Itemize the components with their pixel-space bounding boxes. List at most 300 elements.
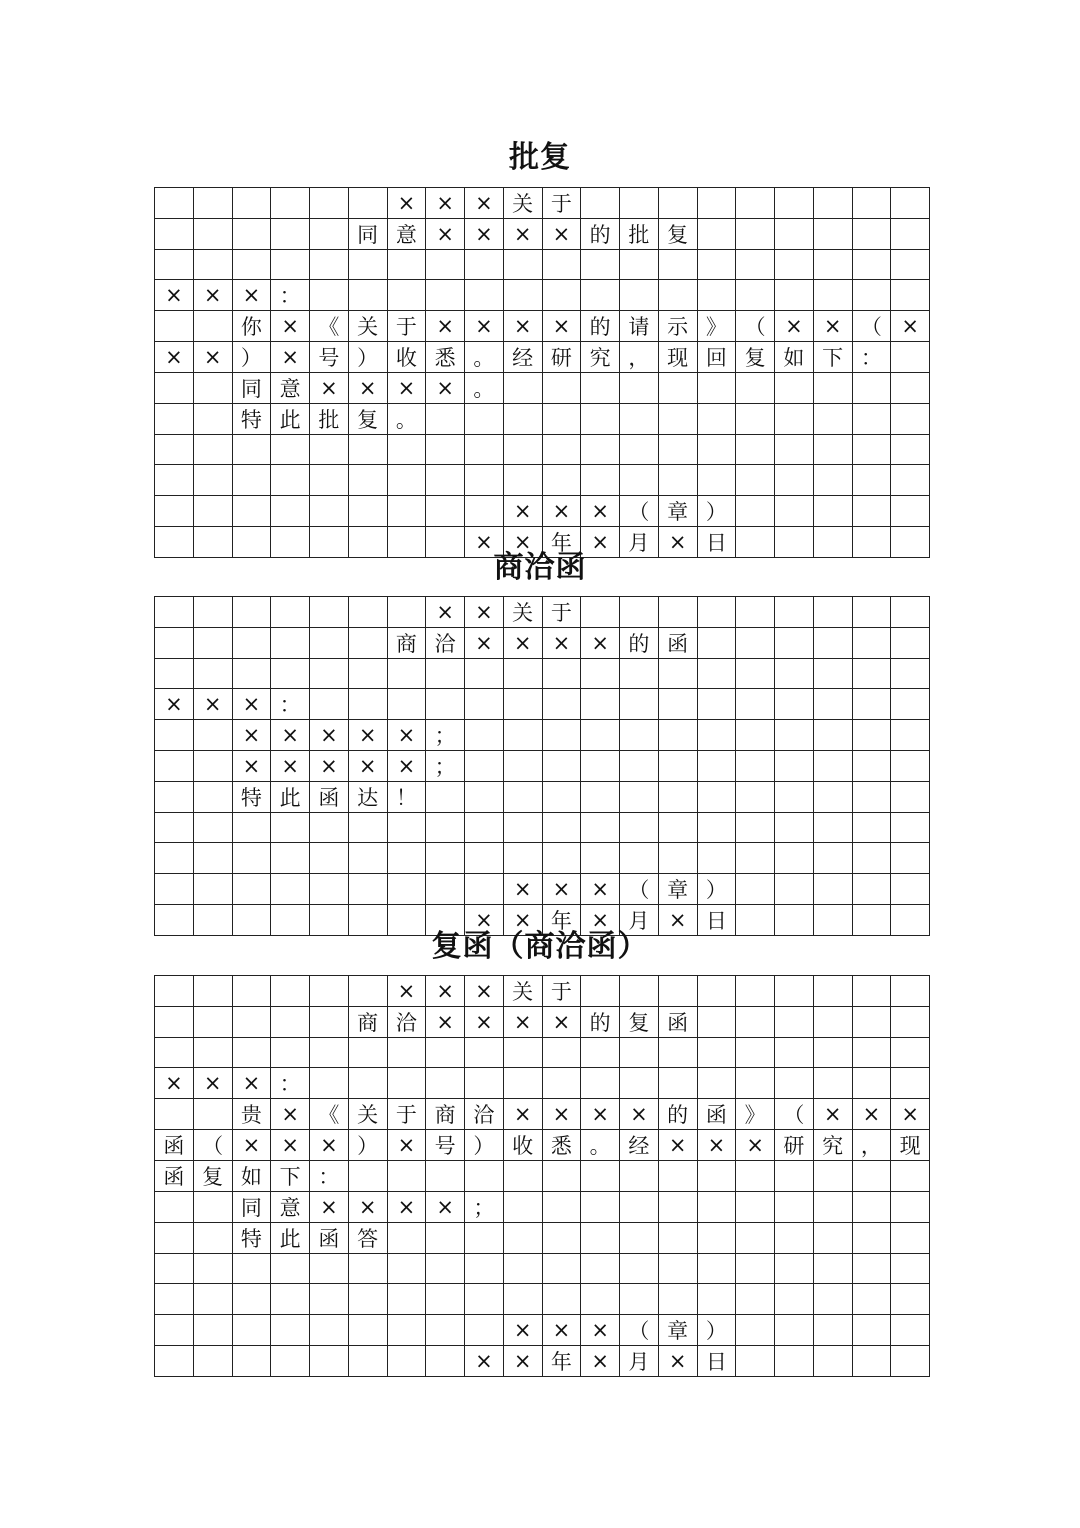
grid-cell: 批 [620,219,659,250]
grid-cell [658,976,697,1007]
grid-cell: × [581,904,620,935]
grid-cell [736,659,775,689]
grid-cell [620,1254,659,1284]
grid-cell: 复 [736,342,775,373]
grid-cell [736,250,775,280]
grid-cell [155,628,194,659]
grid-cell [736,465,775,495]
grid-cell: × [503,1099,542,1130]
grid-cell: 同 [232,373,271,404]
grid-cell [658,1223,697,1254]
grid-cell [193,311,232,342]
grid-row [155,465,930,495]
grid-cell [348,495,387,526]
grid-cell [736,1192,775,1223]
grid-cell: × [581,526,620,557]
grid-cell: 特 [232,404,271,435]
grid-cell: × [503,1007,542,1038]
grid-cell [620,188,659,219]
grid-cell: × [426,976,465,1007]
grid-cell [193,188,232,219]
grid-cell: 复 [193,1161,232,1192]
grid-cell [271,659,310,689]
grid-cell [503,659,542,689]
grid-cell: × [542,1007,581,1038]
grid-cell [852,751,891,782]
grid-cell [658,1192,697,1223]
grid-cell: × [348,373,387,404]
grid-cell [697,813,736,843]
grid-cell [658,404,697,435]
grid-cell [503,373,542,404]
grid-cell [775,659,814,689]
grid-cell: ： [852,342,891,373]
grid-cell [503,1254,542,1284]
grid-cell [155,219,194,250]
grid-cell [620,404,659,435]
grid-cell [465,435,504,465]
grid-cell: × [658,526,697,557]
grid-cell: × [426,597,465,628]
grid-cell [542,435,581,465]
grid-cell: （ [193,1130,232,1161]
grid-cell [232,435,271,465]
grid-cell: ！ [387,782,426,813]
grid-row [155,1254,930,1284]
grid-cell [620,813,659,843]
grid-cell [232,843,271,873]
grid-cell [155,435,194,465]
grid-cell [426,1345,465,1376]
grid-cell: × [581,628,620,659]
grid-cell [465,689,504,720]
grid-cell [736,751,775,782]
grid-cell [775,1038,814,1068]
grid-cell [348,628,387,659]
grid-cell: 年 [542,526,581,557]
grid-cell: × [503,904,542,935]
grid-cell [658,1068,697,1099]
grid-cell: × [465,1345,504,1376]
grid-cell: × [775,311,814,342]
grid-cell: 关 [348,1099,387,1130]
grid-cell: × [426,1192,465,1223]
grid-cell: 于 [542,976,581,1007]
grid-cell: 悉 [426,342,465,373]
grid-row [155,1345,930,1376]
grid-cell: × [387,976,426,1007]
grid-cell [387,1284,426,1314]
grid-cell [465,873,504,904]
grid-cell: × [348,1192,387,1223]
grid-cell [465,1223,504,1254]
grid-cell: 章 [658,1314,697,1345]
grid-cell [852,404,891,435]
grid-cell [813,843,852,873]
grid-cell [542,1161,581,1192]
grid-cell [891,219,930,250]
grid-cell [813,404,852,435]
grid-cell: × [310,1192,349,1223]
grid-cell [271,495,310,526]
grid-cell: 达 [348,782,387,813]
grid-cell [155,188,194,219]
grid-cell [193,1284,232,1314]
grid-cell [813,495,852,526]
grid-cell [891,843,930,873]
grid-cell [891,465,930,495]
grid-cell: × [503,526,542,557]
grid-row [155,873,930,904]
grid-cell [310,1007,349,1038]
grid-cell [426,465,465,495]
grid-cell [813,813,852,843]
grid-cell: 此 [271,404,310,435]
grid-cell: ） [697,1314,736,1345]
grid-cell [193,1038,232,1068]
grid-cell [581,188,620,219]
grid-cell [581,659,620,689]
grid-cell [697,373,736,404]
grid-cell [813,465,852,495]
grid-cell: × [503,1314,542,1345]
grid-cell [775,843,814,873]
grid-cell [852,280,891,311]
grid-cell [891,188,930,219]
grid-cell: 究 [581,342,620,373]
grid-cell: 于 [387,1099,426,1130]
grid-cell [387,1038,426,1068]
grid-cell [387,813,426,843]
grid-cell: （ [620,873,659,904]
grid-cell: ， [620,342,659,373]
grid-cell [581,689,620,720]
grid-cell: 函 [697,1099,736,1130]
grid-cell [581,843,620,873]
grid-cell [387,1254,426,1284]
grid-cell [852,1161,891,1192]
grid-cell [465,751,504,782]
grid-cell [193,1314,232,1345]
grid-cell [542,373,581,404]
grid-cell [232,597,271,628]
grid-cell [193,597,232,628]
grid-cell [271,1007,310,1038]
grid-cell: 关 [503,597,542,628]
grid-cell [542,1192,581,1223]
grid-cell: 日 [697,904,736,935]
grid-cell [775,751,814,782]
grid-cell [736,495,775,526]
grid-cell [620,435,659,465]
grid-cell [775,495,814,526]
grid-cell: 于 [542,597,581,628]
grid-cell [813,1254,852,1284]
grid-cell: × [193,1068,232,1099]
grid-row [155,782,930,813]
grid-cell [387,659,426,689]
grid-cell [891,404,930,435]
grid-cell: × [193,280,232,311]
grid-cell [193,976,232,1007]
grid-cell [736,280,775,311]
grid-cell [310,1038,349,1068]
grid-cell [155,250,194,280]
grid-cell: × [503,628,542,659]
grid-cell [155,873,194,904]
grid-cell: × [310,373,349,404]
grid-cell [891,1068,930,1099]
grid-cell: × [310,751,349,782]
grid-cell [852,659,891,689]
grid-cell [465,720,504,751]
grid-cell: 。 [581,1130,620,1161]
section-title-reply: 批复 [509,140,571,175]
grid-cell: × [658,1345,697,1376]
grid-cell [348,1284,387,1314]
grid-cell [852,465,891,495]
grid-cell [542,813,581,843]
grid-cell [697,404,736,435]
grid-cell [775,188,814,219]
grid-cell [891,1345,930,1376]
grid-cell: 函 [155,1130,194,1161]
grid-cell: 章 [658,495,697,526]
grid-row [155,597,930,628]
grid-cell: 现 [891,1130,930,1161]
grid-cell: 同 [348,219,387,250]
grid-cell [813,1284,852,1314]
grid-cell: 同 [232,1192,271,1223]
grid-cell [813,1038,852,1068]
grid-cell: × [891,311,930,342]
grid-cell: × [426,1007,465,1038]
grid-cell [310,689,349,720]
grid-cell [891,659,930,689]
grid-cell [155,495,194,526]
grid-cell [852,628,891,659]
grid-cell [348,1345,387,1376]
grid-cell [736,1068,775,1099]
grid-cell: 商 [387,628,426,659]
grid-cell [775,1345,814,1376]
grid-cell [155,1254,194,1284]
grid-cell: 研 [775,1130,814,1161]
grid-cell [503,782,542,813]
grid-cell: × [581,1099,620,1130]
grid-cell: × [581,495,620,526]
grid-cell [813,1007,852,1038]
grid-cell [658,373,697,404]
grid-cell [232,813,271,843]
grid-cell [310,659,349,689]
grid-cell [387,1068,426,1099]
grid-cell: × [271,342,310,373]
grid-cell [232,628,271,659]
grid-cell [736,373,775,404]
grid-cell [155,1223,194,1254]
grid-cell [891,435,930,465]
grid-cell [697,280,736,311]
grid-cell [155,1038,194,1068]
grid-row [155,628,930,659]
section-title-reply-letter: 复函（商洽函） [431,929,649,964]
grid-cell: 日 [697,1345,736,1376]
grid-cell: 的 [658,1099,697,1130]
grid-cell: × [232,280,271,311]
grid-cell [232,1345,271,1376]
grid-cell [813,1068,852,1099]
grid-cell [891,495,930,526]
grid-cell: 月 [620,1345,659,1376]
grid-cell: × [736,1130,775,1161]
grid-cell [813,1345,852,1376]
grid-cell: （ [620,495,659,526]
grid-cell [581,280,620,311]
grid-cell [387,689,426,720]
grid-cell [620,1161,659,1192]
grid-cell [891,751,930,782]
grid-cell [465,495,504,526]
grid-cell: 函 [310,782,349,813]
grid-cell [426,1284,465,1314]
grid-cell [193,813,232,843]
grid-cell [271,1314,310,1345]
grid-cell: × [271,311,310,342]
grid-cell: × [465,526,504,557]
grid-row [155,1314,930,1345]
grid-cell [697,1223,736,1254]
grid-cell: 下 [813,342,852,373]
grid-cell [620,1068,659,1099]
grid-cell [620,1038,659,1068]
grid-cell: 》 [736,1099,775,1130]
grid-cell [310,597,349,628]
grid-cell: 关 [503,976,542,1007]
grid-cell [697,250,736,280]
grid-row [155,1223,930,1254]
grid-cell [736,813,775,843]
grid-cell: × [852,1099,891,1130]
grid-cell: 函 [658,1007,697,1038]
grid-cell [387,1161,426,1192]
grid-cell [542,782,581,813]
grid-cell: 号 [426,1130,465,1161]
grid-cell [697,976,736,1007]
grid-cell [581,1192,620,1223]
grid-cell [155,1284,194,1314]
grid-cell [736,1007,775,1038]
grid-row [155,280,930,311]
grid-cell [697,843,736,873]
grid-cell [891,373,930,404]
grid-cell [426,250,465,280]
grid-cell: （ [775,1099,814,1130]
grid-cell [852,1345,891,1376]
grid-cell [387,280,426,311]
grid-cell [620,597,659,628]
grid-cell: 答 [348,1223,387,1254]
grid-cell [271,1038,310,1068]
grid-cell: 商 [348,1007,387,1038]
grid-cell [852,1192,891,1223]
grid-cell [155,373,194,404]
grid-cell: × [503,219,542,250]
grid-cell [813,1161,852,1192]
grid-cell [387,435,426,465]
grid-cell [736,1284,775,1314]
grid-cell: 函 [658,628,697,659]
grid-cell [310,1254,349,1284]
grid-cell [697,751,736,782]
grid-cell: 洽 [387,1007,426,1038]
grid-row [155,843,930,873]
grid-cell [155,813,194,843]
grid-cell: 关 [348,311,387,342]
grid-cell [775,1223,814,1254]
grid-cell [271,873,310,904]
grid-cell [658,250,697,280]
grid-cell [232,1038,271,1068]
grid-cell: × [426,188,465,219]
grid-cell [155,1314,194,1345]
grid-row [155,1130,930,1161]
grid-cell: × [155,1068,194,1099]
grid-row [155,342,930,373]
grid-cell [348,813,387,843]
grid-cell: × [542,628,581,659]
grid-cell: 意 [387,219,426,250]
grid-cell: × [503,1345,542,1376]
grid-cell: 请 [620,311,659,342]
grid-cell: ） [348,1130,387,1161]
grid-cell: 年 [542,1345,581,1376]
grid-cell [426,435,465,465]
grid-cell [426,1068,465,1099]
grid-cell [775,404,814,435]
grid-row [155,1284,930,1314]
grid-cell [852,1223,891,1254]
grid-cell: × [232,751,271,782]
grid-cell [155,311,194,342]
grid-cell [620,250,659,280]
grid-cell [465,404,504,435]
grid-cell [193,1007,232,1038]
grid-cell [232,1254,271,1284]
grid-cell: × [426,219,465,250]
grid-cell [232,1284,271,1314]
grid-row [155,659,930,689]
grid-cell [503,250,542,280]
grid-cell [348,843,387,873]
grid-cell [852,495,891,526]
grid-cell: × [155,342,194,373]
grid-cell [891,342,930,373]
grid-cell [503,1038,542,1068]
grid-cell [271,976,310,1007]
grid-cell: 收 [387,342,426,373]
grid-cell [426,1038,465,1068]
grid-cell [193,465,232,495]
grid-cell [620,465,659,495]
grid-cell [465,280,504,311]
grid-cell [348,280,387,311]
grid-reply-letter [154,975,930,1377]
grid-cell [503,1284,542,1314]
grid-cell [775,219,814,250]
grid-cell [813,976,852,1007]
grid-cell [775,976,814,1007]
